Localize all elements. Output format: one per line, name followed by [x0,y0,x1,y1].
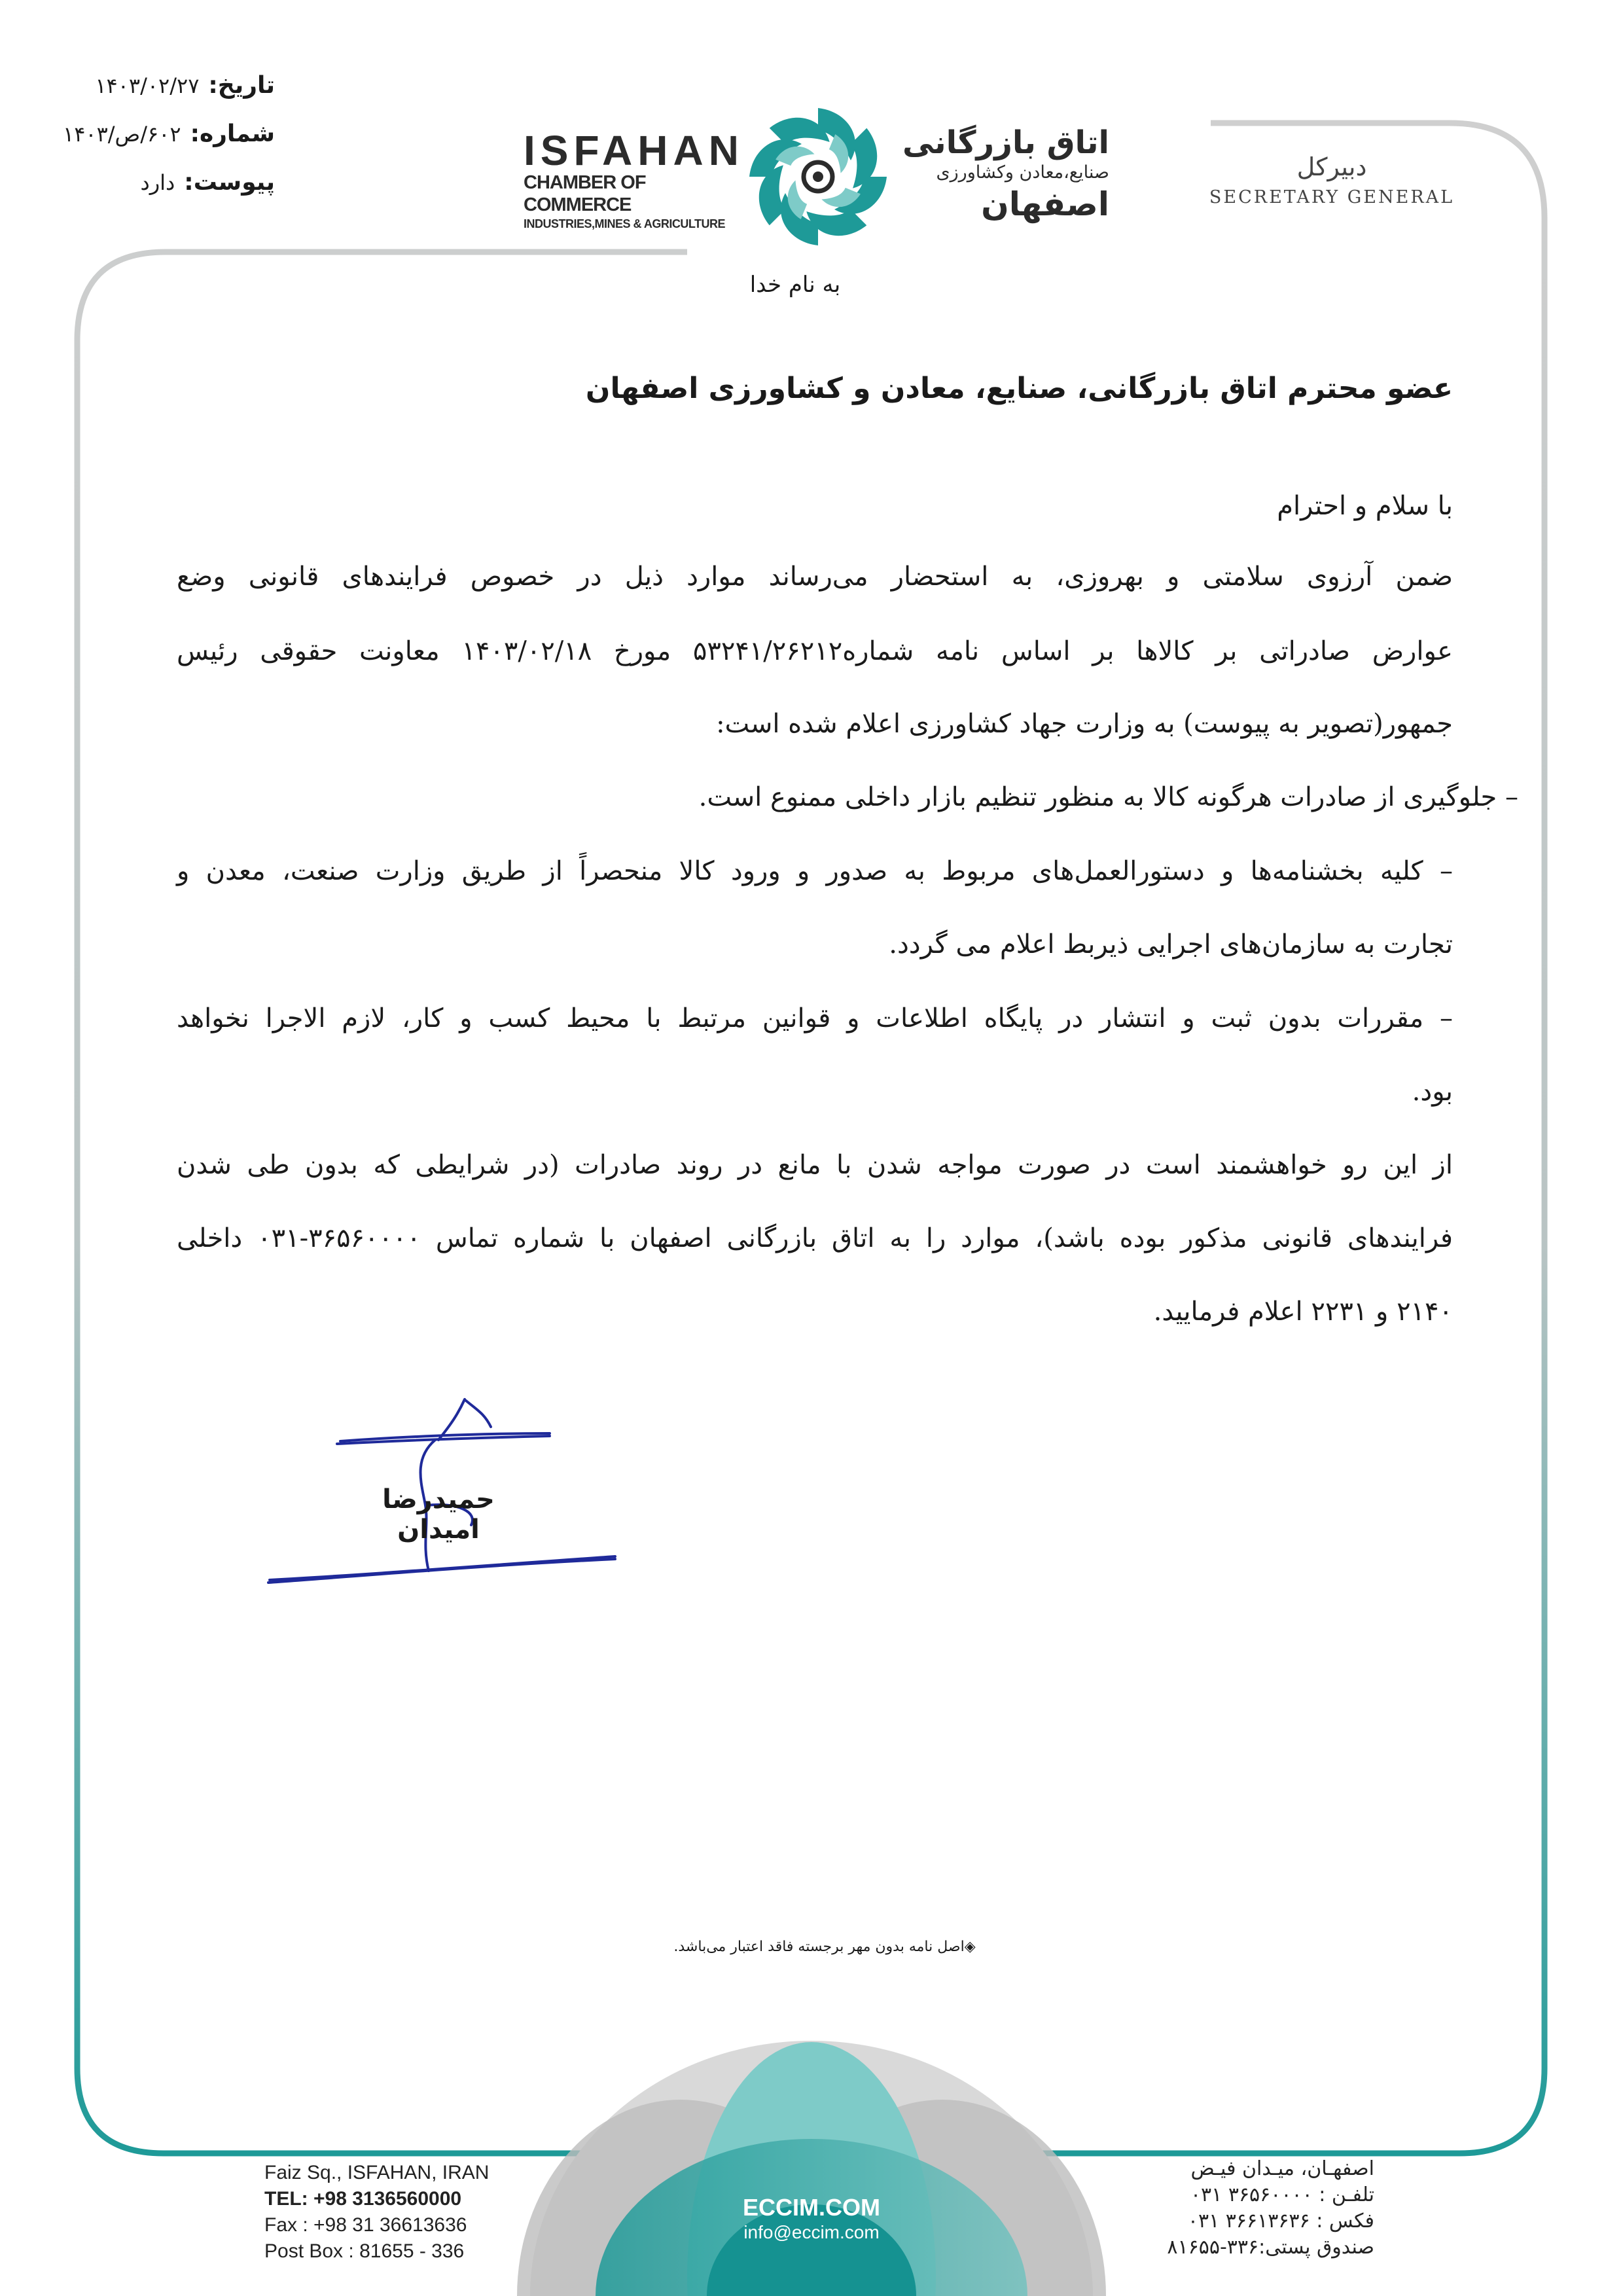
closing-line-1: از این رو خواهشمند است در صورت مواجه شدن با مانع در روند صادرات (در شرایطی که بدون طی شدن [177,1150,1453,1180]
footer-fa-address: اصفهـان، میـدان فیـض [1190,2157,1374,2180]
office-title-en: SECRETARY GENERAL [1209,187,1455,207]
addressee: عضو محترم اتاق بازرگانی، صنایع، معادن و کشاورزی اصفهان [585,372,1453,405]
signer-name: حمیدرضا امیدان [382,1484,495,1545]
logo-en-title: ISFAHAN [524,127,744,174]
validity-note: ◈اصل نامه بدون مهر برجسته فاقد اعتبار می‌باشد. [673,1939,976,1955]
footer-en-fax-row [264,2212,539,2238]
closing-line-3: ۲۱۴۰ و ۲۲۳۱ اعلام فرمایید. [1153,1297,1453,1327]
logo-en-tagline: INDUSTRIES,MINES & AGRICULTURE [524,217,726,230]
item-3-line-1: – مقررات بدون ثبت و انتشار در پایگاه اطلاعات و قوانین مرتبط با محیط کسب و کار، لازم الاجرا نخواهد [177,1003,1453,1033]
item-3-line-2: بود. [1412,1077,1453,1107]
logo-fa-title: اتاق بازرگانی [902,124,1109,161]
meta-date-label: تاریخ: [208,72,275,99]
footer-fa-fax: فکس : ۳۶۶۱۳۶۳۶ ۰۳۱ [1187,2210,1374,2233]
item-1: – جلوگیری از صادرات هرگونه کالا به منظور تنظیم بازار داخلی ممنوع است. [698,782,1518,812]
chamber-emblem-icon [743,101,893,252]
basmala: به نام خدا [749,272,841,298]
meta-number-row [59,120,275,169]
meta-date-value: ۱۴۰۳/۰۲/۲۷ [95,73,200,98]
footer-web [707,2194,916,2244]
salutation: با سلام و احترام [1277,491,1453,521]
footer-en-fax: +98 31 36613636 [313,2214,467,2236]
logo-fa-city: اصفهان [981,185,1109,223]
closing-line-2: فرایندهای قانونی مذکور بوده باشد)، موارد را به اتاق بازرگانی اصفهان با شماره تماس ۳۶۵۶۰۰۰۰-۰۳۱ داخلی [177,1223,1454,1253]
intro-line-3: جمهور(تصویر به پیوست) به وزارت جهاد کشاورزی اعلام شده است: [716,709,1453,739]
office-title [1204,149,1459,211]
logo-fa-subtitle: صنایع،معادن وکشاورزی [936,162,1109,183]
footer-fa-tel: تلفـن : ۳۶۵۶۰۰۰۰ ۰۳۱ [1190,2183,1374,2206]
letter-meta [59,72,275,217]
office-title-fa: دبیرکل [1296,152,1367,181]
footer-en-tel: +98 3136560000 [313,2188,462,2210]
meta-number-value: ۶۰۲/ص/۱۴۰۳ [63,122,181,147]
item-2-line-2: تجارت به سازمان‌های اجرایی ذیربط اعلام می گردد. [889,929,1453,960]
footer-fan-decoration [517,2041,1106,2296]
intro-line-1: ضمن آرزوی سلامتی و بهروزی، به استحضار می‌رساند موارد ذیل در خصوص فرایندهای قانونی وضع [177,562,1453,592]
footer-fa-pobox: صندوق پستی:۳۳۶-۸۱۶۵۵ [1167,2236,1374,2259]
footer-en-pobox: 81655 - 336 [359,2240,465,2262]
logo-en-subtitle: CHAMBER OF COMMERCE [524,172,646,215]
logo-english [524,127,744,232]
footer-contact-en [264,2160,539,2265]
footer-en-pobox-row [264,2238,539,2265]
footer-en-tel-label: TEL: [264,2188,308,2210]
footer-email[interactable]: info@eccim.com [743,2222,880,2242]
meta-attachment-row [59,169,275,217]
footer-en-pobox-label: Post Box : [264,2240,354,2262]
footer-contact-fa [1113,2156,1374,2261]
footer-en-fax-label: Fax : [264,2214,308,2236]
footer-en-address: Faiz Sq., ISFAHAN, IRAN [264,2162,490,2183]
footer-website[interactable]: ECCIM.COM [743,2194,880,2221]
meta-attachment-value: دارد [140,170,175,195]
item-2-line-1: – کلیه بخشنامه‌ها و دستورالعمل‌های مربوط به صدور و ورود کالا منحصراً از طریق وزارت صنعت، معدن و [177,856,1453,886]
meta-attachment-label: پیوست: [184,169,275,196]
meta-date-row [59,72,275,120]
logo-persian [893,124,1109,224]
footer-en-tel-row [264,2186,539,2212]
intro-line-2: عوارض صادراتی بر کالاها بر اساس نامه شماره۵۳۲۴۱/۲۶۲۱۲ مورخ ۱۴۰۳/۰۲/۱۸ معاونت حقوقی رئیس [177,636,1454,666]
meta-number-label: شماره: [190,120,275,147]
